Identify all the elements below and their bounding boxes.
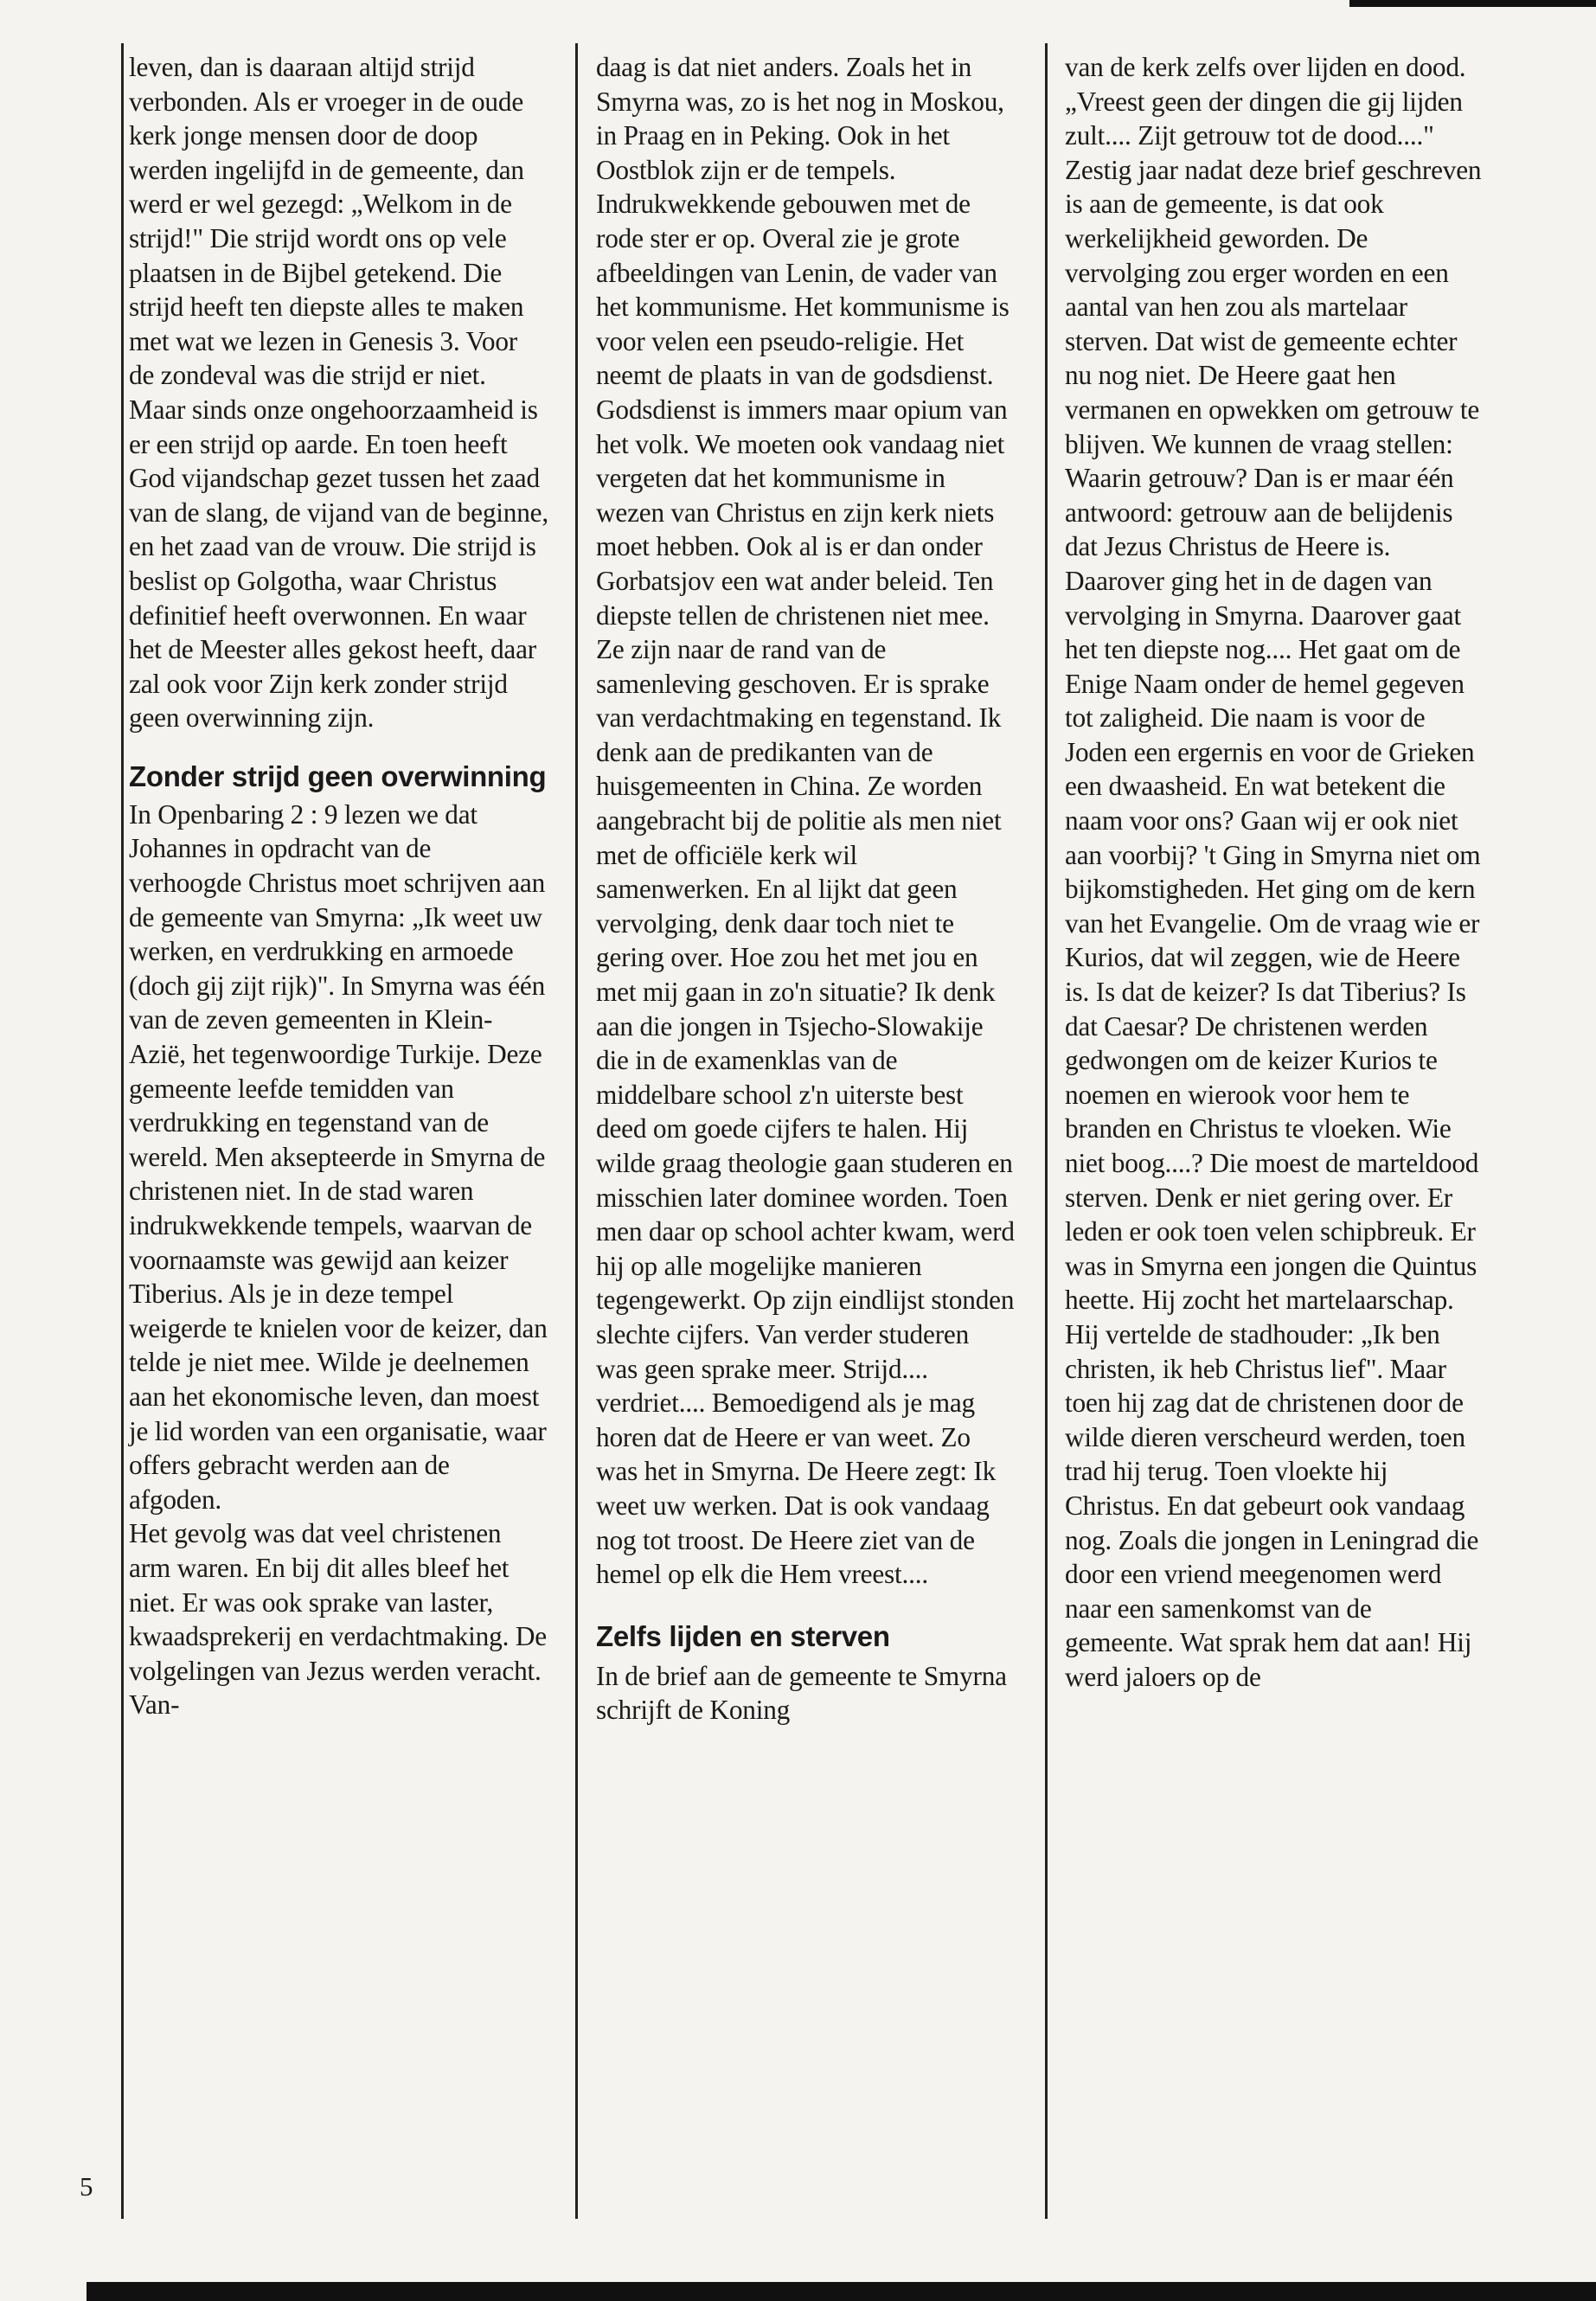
- text-column-1: [129, 50, 548, 2213]
- bottom-rule: [87, 2282, 1596, 2301]
- left-margin-line: [121, 43, 124, 2219]
- paragraph: van de kerk zelfs over lijden en dood. „Vreest geen der dingen die gij lijden zult.... Zijt getrouw tot de dood...." Zestig jaar nadat deze brief geschreven is aan de gemeente, is dat ook werkelijkheid geworden. De vervolging zou erger worden en een aantal van hen zou als martelaar sterven. Dat wist de gemeente echter nu nog niet. De Heere gaat hen vermanen en opwekken om getrouw te blijven. We kunnen de vraag stellen: Waarin getrouw? Dan is er maar één antwoord: getrouw aan de belijdenis dat Jezus Christus de Heere is. Daarover ging het in de dagen van vervolging in Smyrna. Daarover gaat het ten diepste nog.... Het gaat om de Enige Naam onder de hemel gegeven tot zaligheid. Die naam is voor de Joden een ergernis en voor de Grieken een dwaasheid. En wat betekent die naam voor ons? Gaan wij er ook niet aan voorbij? 't Ging in Smyrna niet om bijkomstigheden. Het ging om de kern van het Evangelie. Om de vraag wie er Kurios, dat wil zeggen, wie de Heere is. Is dat de keizer? Is dat Tiberius? Is dat Caesar? De christenen werden gedwongen om de keizer Kurios te noemen en wierook voor hem te branden en Christus te vloeken. Wie niet boog....? Die moest de marteldood sterven. Denk er niet gering over. Er leden er ook toen velen schipbreuk. Er was in Smyrna een jongen die Quintus heette. Hij zocht het martelaarschap. Hij vertelde de stadhouder: „Ik ben christen, ik heb Christus lief". Maar toen hij zag dat de christenen door de wilde dieren verscheurd werden, toen trad hij terug. Toen vloekte hij Christus. En dat gebeurt ook vandaag nog. Zoals die jongen in Leningrad die door een vriend meegenomen werd naar een samenkomst van de gemeente. Wat sprak hem dat aan! Hij werd jaloers op de: [1065, 52, 1482, 1692]
- paragraph: leven, dan is daaraan altijd strijd verbonden. Als er vroeger in de oude kerk jonge mensen door de doop werden ingelijfd in de gemeente, dan werd er wel gezegd: „Welkom in de strijd!" Die strijd wordt ons op vele plaatsen in de Bijbel getekend. Die strijd heeft ten diepste alles te maken met wat we lezen in Genesis 3. Voor de zondeval was die strijd er niet. Maar sinds onze ongehoorzaamheid is er een strijd op aarde. En toen heeft God vijandschap gezet tussen het zaad van de slang, de vijand van de beginne, en het zaad van de vrouw. Die strijd is beslist op Golgotha, waar Christus definitief heeft overwonnen. En waar het de Meester alles gekost heeft, daar zal ook voor Zijn kerk zonder strijd geen overwinning zijn.: [129, 52, 548, 734]
- paragraph: daag is dat niet anders. Zoals het in Smyrna was, zo is het nog in Moskou, in Praag en in Peking. Ook in het Oostblok zijn er de tempels. Indrukwekkende gebouwen met de rode ster er op. Overal zie je grote afbeeldingen van Lenin, de vader van het kommunisme. Het kommunisme is voor velen een pseudo-religie. Het neemt de plaats in van de godsdienst. Godsdienst is immers maar opium van het volk. We moeten ook vandaag niet vergeten dat het kommunisme in wezen van Christus en zijn kerk niets moet hebben. Ook al is er dan onder Gorbatsjov een wat ander beleid. Ten diepste tellen de christenen niet mee. Ze zijn naar de rand van de samenleving geschoven. Er is sprake van verdachtmaking en tegenstand. Ik denk aan de predikanten van de huisgemeenten in China. Ze worden aangebracht bij de politie als men niet met de officiële kerk wil samenwerken. En al lijkt dat geen vervolging, denk daar toch niet te gering over. Hoe zou het met jou en met mij gaan in zo'n situatie? Ik denk aan die jongen in Tsjecho-Slowakije die in de examenklas van de middelbare school z'n uiterste best deed om goede cijfers te halen. Hij wilde graag theologie gaan studeren en misschien later dominee worden. Toen men daar op school achter kwam, werd hij op alle mogelijke manieren tegengewerkt. Op zijn eindlijst stonden slechte cijfers. Van verder studeren was geen sprake meer. Strijd.... verdriet.... Bemoedigend als je mag horen dat de Heere er van weet. Zo was het in Smyrna. De Heere zegt: Ik weet uw werken. Dat is ook vandaag nog tot troost. De Heere ziet van de hemel op elk die Hem vreest....: [596, 52, 1015, 1590]
- top-rule: [1349, 0, 1596, 7]
- text-column-3: [1065, 50, 1484, 2213]
- paragraph: In de brief aan de gemeente te Smyrna schrijft de Koning: [596, 1660, 1007, 1726]
- section-heading: Zelfs lijden en sterven: [596, 1619, 890, 1652]
- section-heading: Zonder strijd geen overwinning: [129, 760, 547, 792]
- paragraph: Het gevolg was dat veel christenen arm waren. En bij dit alles bleef het niet. Er was ook sprake van laster, kwaadsprekerij en verdachtmaking. De volgelingen van Jezus werden veracht. Van-: [129, 1518, 547, 1721]
- paragraph: In Openbaring 2 : 9 lezen we dat Johannes in opdracht van de verhoogde Christus moet schrijven aan de gemeente van Smyrna: „Ik weet uw werken, en verdrukking en armoede (doch gij zijt rijk)". In Smyrna was één van de zeven gemeenten in Klein-Azië, het tegenwoordige Turkije. Deze gemeente leefde temidden van verdrukking en tegenstand van de wereld. Men aksepteerde in Smyrna de christenen niet. In de stad waren indrukwekkende tempels, waarvan de voornaamste was gewijd aan keizer Tiberius. Als je in deze tempel weigerde te knielen voor de keizer, dan telde je niet mee. Wilde je deelnemen aan het ekonomische leven, dan moest je lid worden van een organisatie, waar offers gebracht werden aan de afgoden.: [129, 798, 548, 1515]
- text-column-2: [596, 50, 1016, 2213]
- column-divider-2: [1045, 43, 1048, 2219]
- page-number: 5: [80, 2171, 93, 2202]
- column-divider-1: [575, 43, 578, 2219]
